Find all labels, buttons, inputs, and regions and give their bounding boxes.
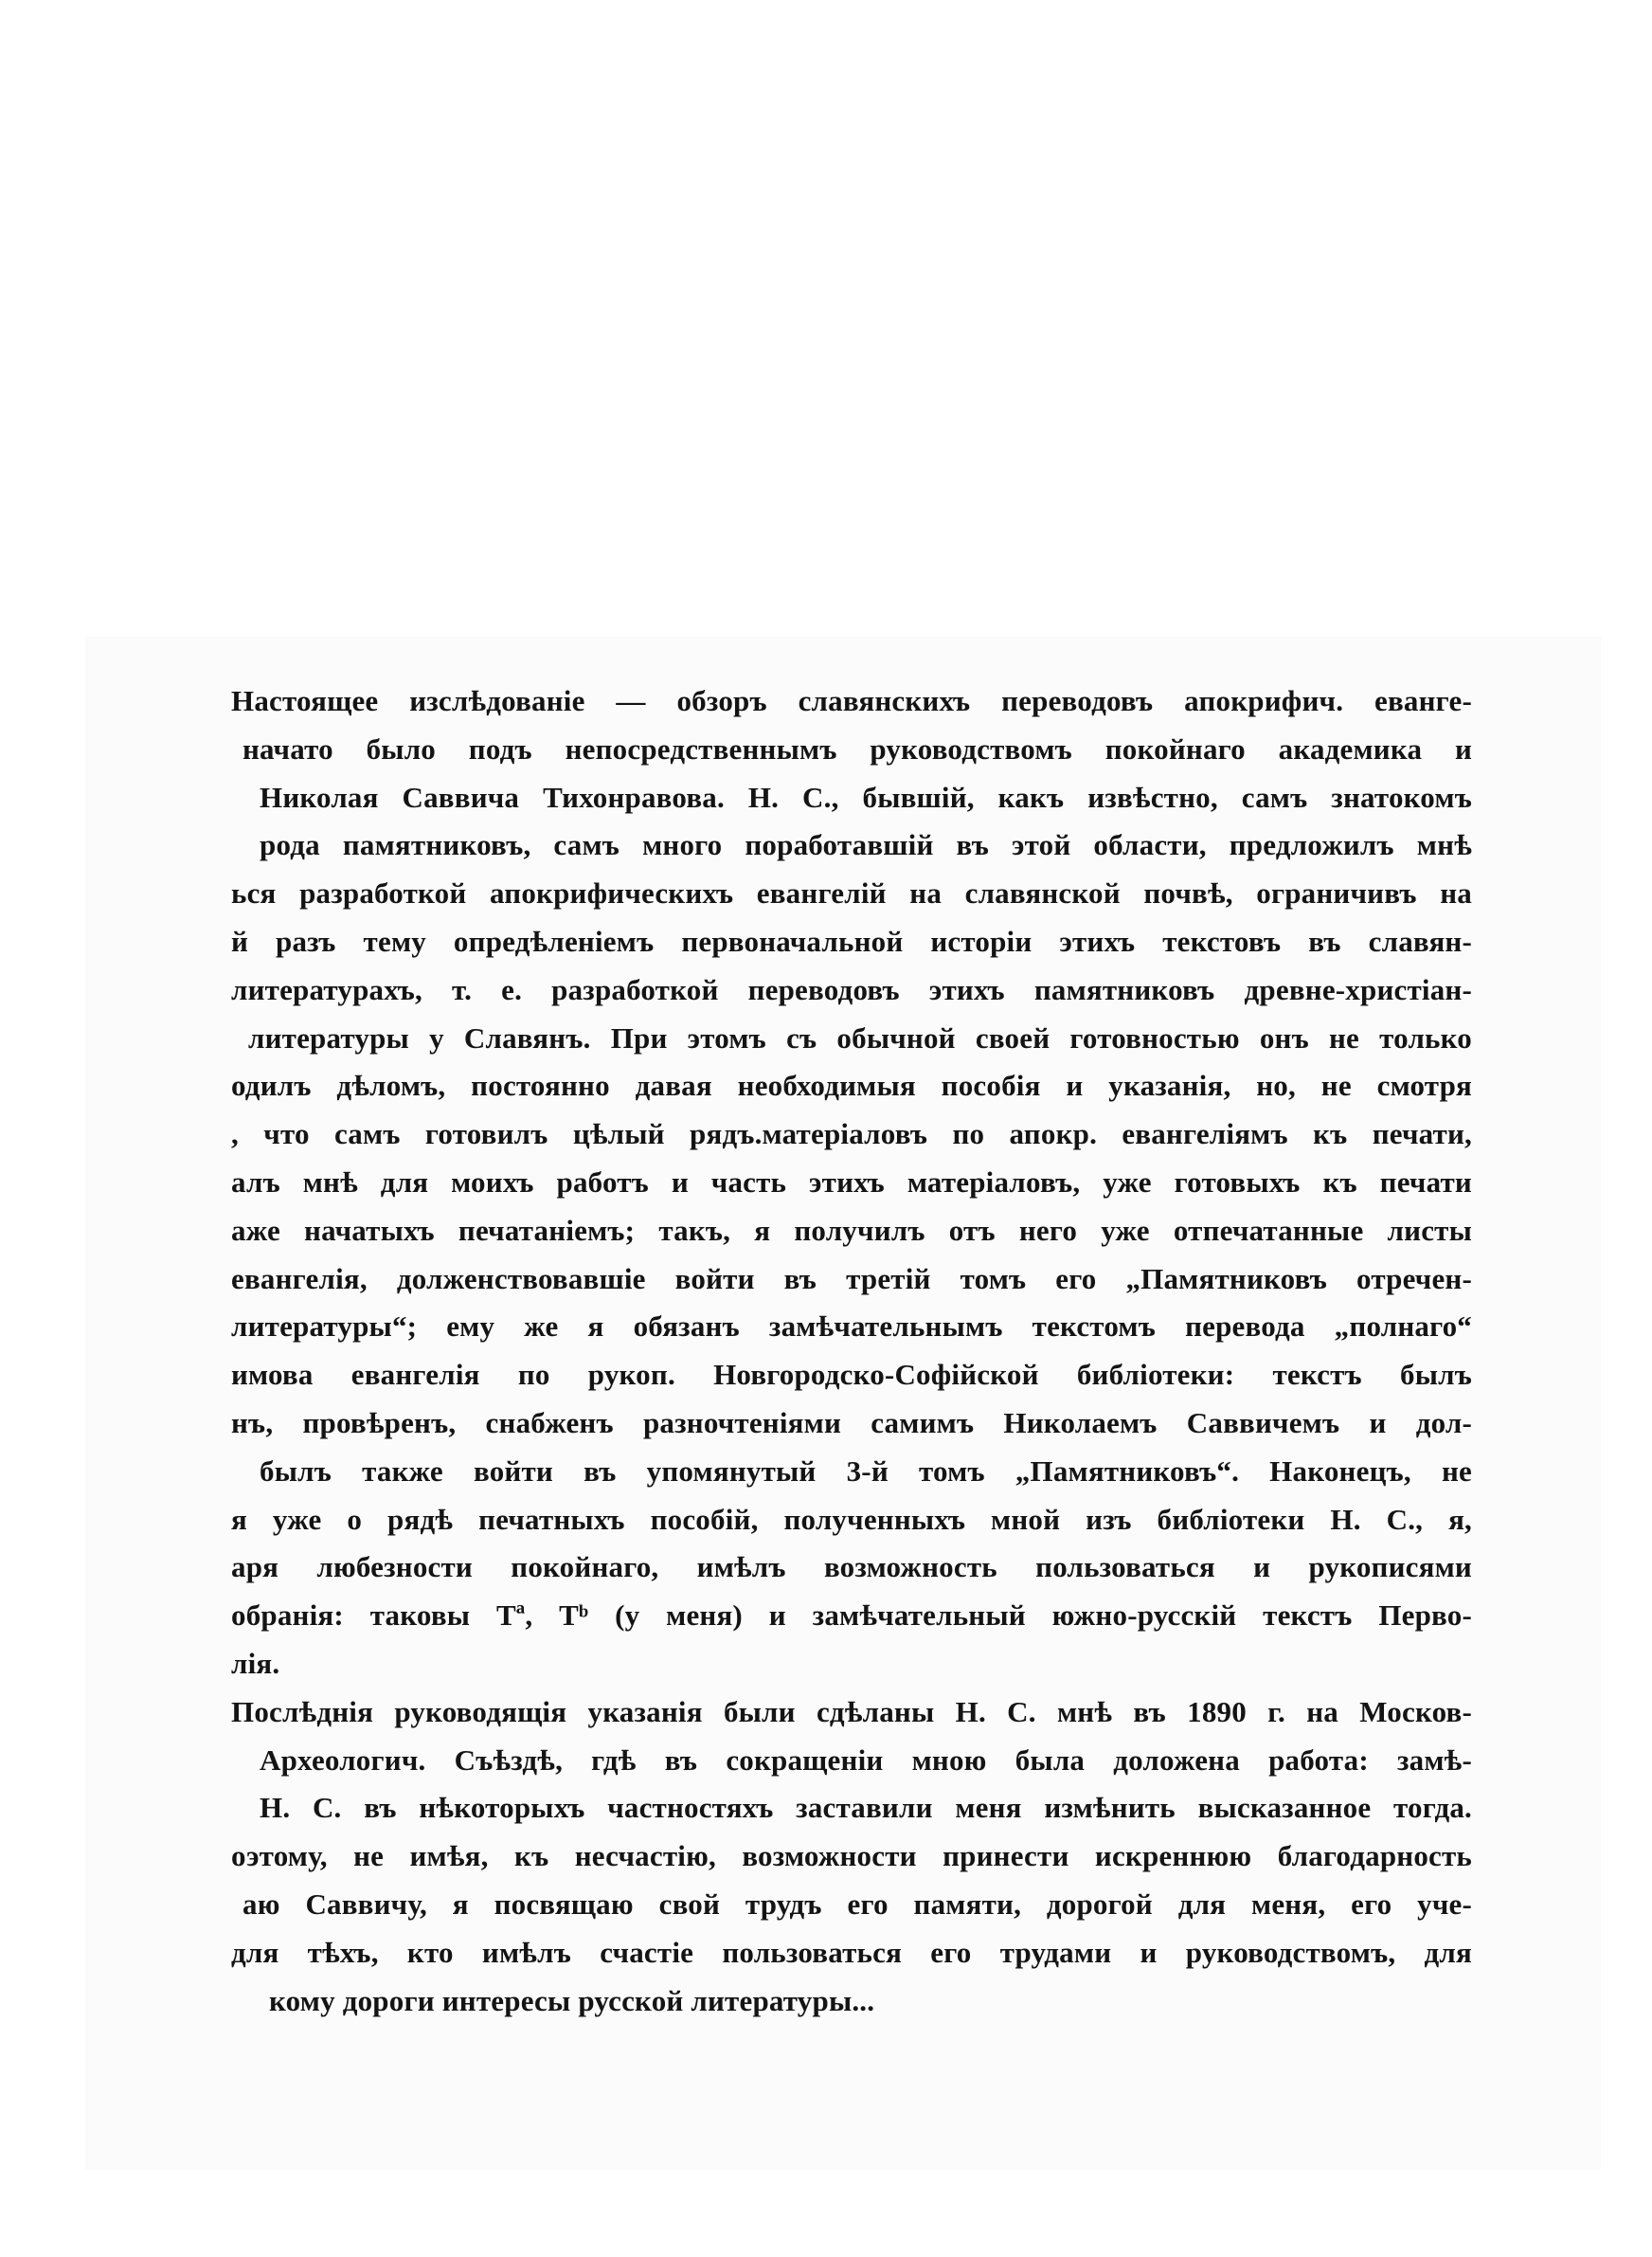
text-line-9: одилъ дѣломъ, постоянно давая необходимыя пособія и указанія, но, не смотря bbox=[231, 1069, 1472, 1103]
text-line-11: алъ мнѣ для моихъ работъ и часть этихъ матеріаловъ, уже готовыхъ къ печати bbox=[231, 1165, 1472, 1199]
text-line-28: кому дороги интересы русской литературы... bbox=[269, 1983, 875, 2017]
text-line-27: для тѣхъ, кто имѣлъ счастіе пользоваться его трудами и руководствомъ, для bbox=[231, 1935, 1472, 1969]
text-line-14: литературы“; ему же я обязанъ замѣчательнымъ текстомъ перевода „полнаго“ bbox=[231, 1309, 1472, 1344]
text-line-20: обранія: таковы Тª, Тᵇ (у меня) и замѣчательный южно-русскій текстъ Перво- bbox=[231, 1598, 1472, 1633]
text-line-24: Н. С. въ нѣкоторыхъ частностяхъ заставили меня измѣнить высказанное тогда. bbox=[260, 1791, 1472, 1825]
text-line-10: , что самъ готовилъ цѣлый рядъ.матеріаловъ по апокр. евангеліямъ къ печати, bbox=[231, 1117, 1472, 1151]
text-line-15: имова евангелія по рукоп. Новгородско-Софійской библіотеки: текстъ былъ bbox=[231, 1358, 1472, 1392]
text-line-26: аю Саввичу, я посвящаю свой трудъ его памяти, дорогой для меня, его уче- bbox=[242, 1887, 1472, 1921]
text-line-19: аря любезности покойнаго, имѣлъ возможность пользоваться и рукописями bbox=[231, 1550, 1472, 1584]
text-line-23: Археологич. Съѣздѣ, гдѣ въ сокращеніи мною была доложена работа: замѣ- bbox=[260, 1742, 1472, 1777]
body-text bbox=[231, 677, 1472, 2025]
text-line-17: былъ также войти въ упомянутый 3-й томъ „Памятниковъ“. Наконецъ, не bbox=[260, 1454, 1472, 1488]
text-line-5: ься разработкой апокрифическихъ евангелій на славянской почвѣ, ограничивъ на bbox=[231, 876, 1472, 911]
text-line-7: литературахъ, т. е. разработкой переводовъ этихъ памятниковъ древне-христіан- bbox=[231, 972, 1472, 1006]
text-line-12: аже начатыхъ печатаніемъ; такъ, я получилъ отъ него уже отпечатанные листы bbox=[231, 1213, 1472, 1247]
text-line-22: Послѣднія руководящія указанія были сдѣланы Н. С. мнѣ въ 1890 г. на Москов- bbox=[231, 1694, 1472, 1728]
text-line-4: рода памятниковъ, самъ много поработавшій въ этой области, предложилъ мнѣ bbox=[260, 828, 1472, 862]
text-line-21: лія. bbox=[231, 1646, 280, 1680]
text-line-8: литературы у Славянъ. При этомъ съ обычной своей готовностью онъ не только bbox=[248, 1020, 1472, 1055]
text-line-16: нъ, провѣренъ, снабженъ разночтеніями самимъ Николаемъ Саввичемъ и дол- bbox=[231, 1405, 1472, 1439]
text-line-13: евангелія, долженствовавшіе войти въ третій томъ его „Памятниковъ отречен- bbox=[231, 1261, 1472, 1295]
text-line-25: оэтому, не имѣя, къ несчастію, возможности принести искреннюю благодарность bbox=[231, 1839, 1472, 1873]
text-line-6: й разъ тему опредѣленіемъ первоначальной исторіи этихъ текстовъ въ славян- bbox=[231, 924, 1472, 958]
text-line-18: я уже о рядѣ печатныхъ пособій, полученныхъ мной изъ библіотеки Н. С., я, bbox=[231, 1502, 1472, 1536]
text-line-3: Николая Саввича Тихонравова. Н. С., бывшій, какъ извѣстно, самъ знатокомъ bbox=[260, 780, 1472, 814]
text-line-2: начато было подъ непосредственнымъ руководствомъ покойнаго академика и bbox=[242, 731, 1472, 766]
text-line-1: Настоящее изслѣдованіе — обзоръ славянскихъ переводовъ апокрифич. еванге- bbox=[231, 684, 1472, 717]
